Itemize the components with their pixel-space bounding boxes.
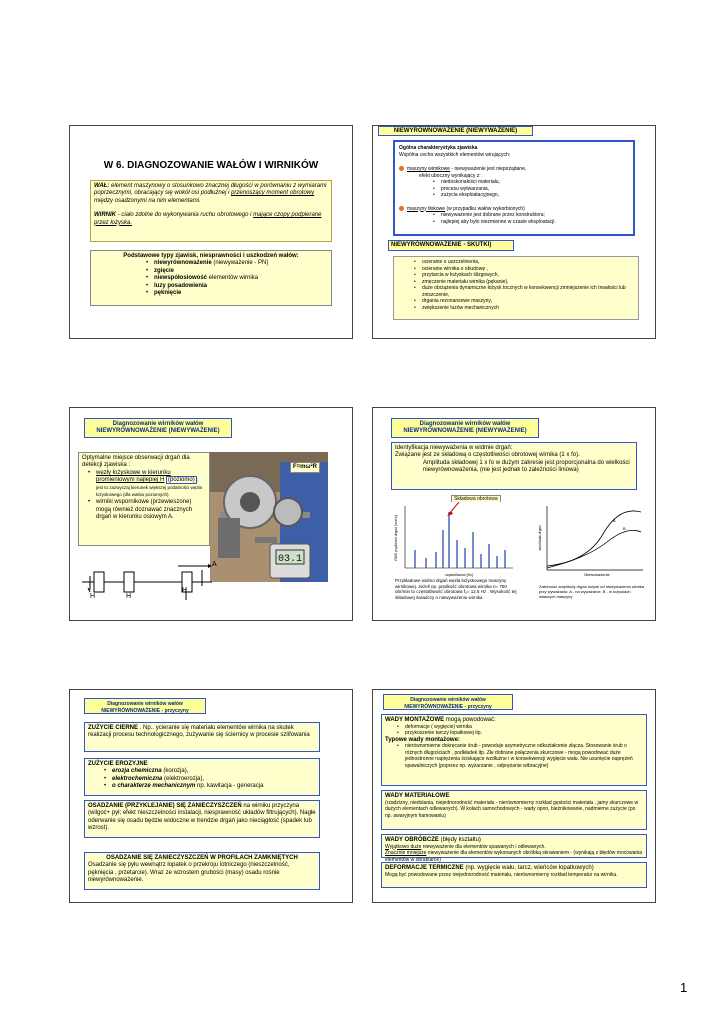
ident-line-2: Związane jest ze składową o częstotliwości obrotowej wirnika (1 x fo). (395, 452, 580, 459)
def-head: DEFORMACJE TERMICZNE (385, 865, 464, 871)
thermal-deformation-box (381, 862, 647, 888)
def-wal-tail: między osadzonymi na nim elementami. (94, 197, 201, 204)
assembly-defects-box (381, 714, 647, 786)
list-item: • zużycia eksploatacyjnego, (431, 192, 629, 199)
material-defects-box (381, 790, 647, 830)
list-item: • niewspółosiowość elementów wirnika (144, 275, 328, 282)
bearing-schematic (82, 558, 212, 608)
list-item: • o charakterze mechanicznym np. kawitacja - generacja (102, 783, 316, 790)
list-item: • przytarcia w łożyskach ślizgowych, (412, 272, 634, 279)
header-line-1: Diagnozowanie wirników wałów (112, 421, 204, 427)
box3-head: OSADZANIE (PRZYKLEJANIE) SIĘ ZANIECZYSZCZEŃ (88, 803, 242, 809)
list-item: • luzy posadowienia (144, 283, 328, 290)
curve-a-label: A (613, 518, 616, 523)
header-line-2: NIEWYRÓWNOWAŻENIE - przyczyny (101, 707, 189, 714)
slide-header (84, 698, 206, 714)
intro-text: Optymalne miejsce obserwacji drgań dla detekcji zjawiska : (82, 455, 190, 469)
list-item: • przykoszenie tarczy łopatkowej itp. (395, 730, 643, 737)
list-item: • deformacje ( wygięcie) wirnika (395, 724, 643, 731)
header-line-2: NIEWYRÓWNOWAŻENIE - przyczyny (404, 703, 492, 710)
slide-header (84, 418, 232, 438)
def-wal-body: element maszynowy o stosunkowo znacznej długości w porównaniu z wymiarami poprzecznymi, obracający się wokół osi podłużnej i (94, 183, 327, 197)
spectrum-caption: Przykładowe widmo drgań węzła łożyskowego maszyny wirnikowej. Jeżeli np. prędkość obrotowa wirnika n= 750 obr/min to częstotliwość obrotowa f₀= 12.5 Hz . Wysokość tej składowej świadczy o niewyważeniu wirnika (395, 578, 517, 600)
list-item: • niewyważenie jest dobrane przez konstruktora; (431, 212, 629, 219)
graph-caption: Zależność amplitudy drgań łożysk od niewyważenia wirnika przy wyważaniu: A - na wyważarce, B - w łożyskach własnych maszyny (539, 584, 645, 599)
types-title: Podstawowe typy zjawisk, niesprawności i uszkodzeń wałów: (123, 253, 299, 259)
list-item: • drgania rezonansowe maszyny, (412, 298, 634, 305)
list-item: • ocieranie o uszczelnienia, (412, 259, 634, 266)
general-box (393, 140, 635, 236)
mat-body: (rzadzizny, niedolania, niejednorodność materiału - nierównomierny rozkład gęstości materiału , jamy skurczowe w dużych elementach odlewanych). W kołach samochodowych - wady opon, bieżnikowanie, nadmierne zużycie (po np. awaryjnym hamowaniu) (385, 799, 639, 819)
m-tail: mogą powodować: (444, 717, 496, 723)
curve-b-label: B (623, 526, 626, 531)
label-h2: H (126, 593, 132, 600)
ident-line-1: Identyfikacja niewyważenia w widmie drgań: (395, 445, 513, 451)
types-list (144, 260, 328, 297)
header-line-2: NIEWYRÓWNOWAŻENIE (NIEWYWAŻENIE) (96, 428, 220, 435)
slide-1 (69, 125, 353, 339)
callout-label: Składowa obrotowa (451, 495, 501, 504)
definitions-box (90, 180, 332, 242)
box1-head: ZUŻYCIE CIERNE (88, 725, 139, 731)
list-item: • elektrochemiczna (elektroerozja), (102, 776, 316, 783)
slide-header (383, 694, 513, 710)
formula-label: F=mω²R (290, 462, 320, 473)
p1-text2: efekt uboczny wynikający z: (419, 172, 481, 179)
typ-head: Typowe wady montażowe: (385, 736, 460, 743)
cause-box-2 (84, 758, 320, 796)
orange-bullet-icon (399, 166, 404, 171)
box2-head: ZUŻYCIE EROZYJNE (88, 761, 148, 767)
list-item: • wirniki wspornikowe (przewieszone) mogą również doznawać znacznych drgań w kierunku osiowym A. (86, 499, 206, 521)
mat-head: WADY MATERIAŁOWE (385, 793, 450, 799)
list-item: • niewyrównoważenie (niewyważenie - PN) (144, 260, 328, 267)
box4-body: Osadzanie się pyłu wewnątrz łopatek o przekroju lotniczego (nieszczelność, pęknięcia , przetarcie). Wraz ze wzrostem grubości (masy) osadu rośnie niewyrównoważenie. (88, 862, 290, 884)
gen-title: Ogólna charakterystyka zjawiska (399, 145, 478, 151)
def-wal-underline: przenoszący moment obrotowy (231, 190, 315, 197)
identification-box (391, 442, 637, 490)
p2-text: (w przypadku wałów wykorbionych) (445, 205, 525, 212)
meter-display: 03.1 (277, 554, 303, 565)
list-item: • węzły łożyskowe w kierunku promieniowym najlepiej H (poziomo) ; jest to zazwyczaj kierunek większej podatności węzła łożyskowego (dla wałów poziomych). (86, 470, 206, 500)
y-axis-label: RMS prędkości drgań [mm/s] (394, 515, 398, 561)
obr-head: WADY OBRÓBCZE (385, 837, 439, 843)
header-line-1: Diagnozowanie wirników wałów (410, 697, 486, 703)
list-item: • najlepiej aby było niezmienne w czasie eksploatacji. (431, 219, 629, 226)
list-item: • procesu wytwarzania, (431, 186, 629, 193)
list-item: • zmęczenie materiału wirnika (pękanie), (412, 279, 634, 286)
box4-head: OSADZANIE SIĘ ZANIECZYSZCZEŃ W PROFILACH ZAMKNIĘTYCH (106, 855, 298, 861)
list-item: • zgięcie (144, 268, 328, 275)
cause-box-1 (84, 722, 320, 752)
graph-x-label: Niewyważenie (584, 572, 610, 576)
list-item: • erozja chemiczna (korozja), (102, 768, 316, 775)
skutki-header: NIEWYRÓWNOWAŻENIE - SKUTKI) (388, 240, 514, 251)
label-h3: H (182, 587, 188, 594)
slide-header: NIEWYRÓWNOWAŻENIE (NIEWYWAŻENIE) (378, 126, 533, 136)
slide-2 (372, 125, 656, 339)
orange-bullet-icon (399, 206, 404, 211)
list-item: • nierównomierne dokręcanie śrub - powoduje asymetryczne odkształcenie złącza. Stosowanie śrub o różnych długościach , podkładek itp. Złe dobrane połączenia skurczowe - mogą powodować duże jednostronne naprężenia ściskające wzdłużne i w konsekwencji wygięcie wału. Nie usunięcie naprężeń spawalniczych (poprzez np. wyżarzanie , odprężanie wibracyjne) (395, 743, 643, 769)
slide-title: W 6. DIAGNOZOWANIE WAŁÓW I WIRNIKÓW (103, 160, 319, 171)
slide-3 (69, 407, 353, 621)
list-item: • zwiększenie luzów mechanicznych (412, 305, 634, 312)
poziomo-box: (poziomo) (168, 477, 195, 484)
skutki-box (393, 256, 639, 320)
def-tail: (np. wygięcie wału, tarcz, wieńców łopatkowych) (463, 865, 594, 871)
spectrum-chart (391, 502, 517, 578)
def-wirnik-underline: mające czopy podpierane przez łożyska. (94, 212, 322, 226)
gen-sub: Wspólna cecha wszystkich elementów wirujących: (399, 151, 511, 158)
p1-underline: maszyny wirnikowe (407, 166, 451, 172)
def-wirnik-head: WIRNIK (94, 212, 116, 219)
list-item: • ocieranie wirnika o obudowę , (412, 266, 634, 273)
label-h1: H (90, 593, 96, 600)
amplitude-graph (537, 504, 647, 576)
m-head: WADY MONTAŻOWE (385, 717, 445, 723)
label-a: A (212, 561, 217, 568)
cause-box-3 (84, 800, 320, 838)
p1-text: - niewyważenie jest niepożądane, (450, 166, 527, 172)
curve-b (547, 530, 641, 568)
list-item: • pęknięcie (144, 290, 328, 297)
page-number: 1 (680, 980, 688, 995)
p2-underline: maszyny tłokowe (407, 205, 446, 212)
list-item: • niedoskonałości materiału, (431, 179, 629, 186)
x-axis-label: częstotliwość [Hz] (445, 573, 473, 577)
slide-5 (69, 689, 353, 903)
def-wirnik-body: - ciało zdolne do wykonywania ruchu obrotowego i (116, 212, 254, 219)
header-line-1: Diagnozowanie wirników wałów (107, 701, 183, 707)
box1-body: . Np.. ycieranie się materiału elementów wirnika na skutek realizacji procesu technologicznego, zużywanie się ściernicy w procesie szlifowania (88, 725, 310, 739)
def-body: Mogą być powodowane przez niejednorodność materiału, nierównomierny rozkład temperatur na wirniku. (385, 871, 618, 878)
curve-a (547, 511, 641, 566)
machining-defects-box: WADY OBRÓBCZE (błędy kształtu) Wyjątkowo duże niewyważenie dla elementów spawanych i odlewanych. Znacznie mniejsze niewyważenie dla elementów wykonanych obróbką skrawaniem - (wynikają z błędów mocowania elementów w obrabiarce) (381, 834, 647, 858)
ident-line-3: Amplituda składowej 1 x fo w dużym zakresie jest proporcjonalna do wielkości niewyrównoważenia, (nie jest jednak to zależności liniowa) (423, 459, 630, 474)
slide-6 (372, 689, 656, 903)
def-wal-head: WAŁ: (94, 183, 110, 189)
observation-box (78, 452, 210, 546)
cause-box-4 (84, 852, 320, 890)
header-line-1: Diagnozowanie wirników wałów (419, 421, 511, 427)
types-box (90, 250, 332, 306)
box3-body: na wirniku przyczyna (wilgoć+ pył; efekt nieszczelności instalacji, niesprawność układów filtrujących). Nagłe oderwanie się osadu będzie widoczne w trendzie drgań jako nieciągłość (spadek lub wzrost). (88, 803, 316, 832)
graph-y-label: amplituda drgań (538, 525, 542, 551)
obr-tail: (błędy kształtu) (438, 837, 481, 843)
slide-4 (372, 407, 656, 621)
slide-header (391, 418, 539, 438)
list-item: • duże obciążenia dynamiczne łożysk tocznych w konsekwencji zmniejszenie ich trwałości lub zniszczenie, (412, 285, 634, 298)
header-line-2: NIEWYRÓWNOWAŻENIE (NIEWYWAŻENIE) (403, 428, 527, 435)
